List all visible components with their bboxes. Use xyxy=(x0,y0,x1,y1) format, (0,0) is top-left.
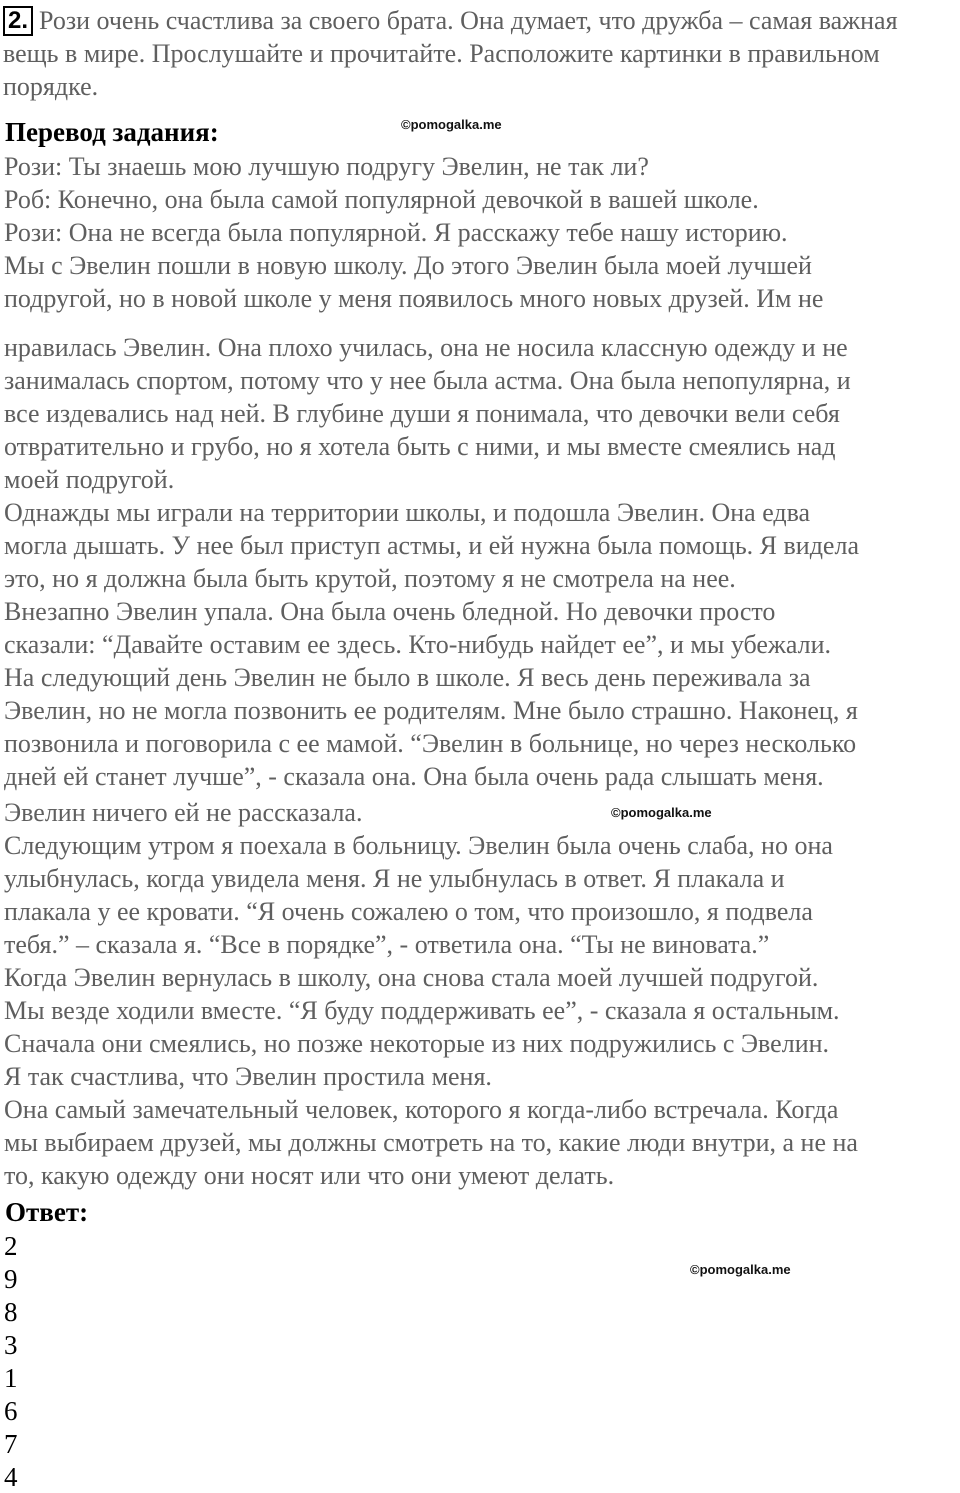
translation-line: тебя.” – сказала я. “Все в порядке”, - ответила она. “Ты не виновата.” xyxy=(4,930,770,959)
translation-line: сказали: “Давайте оставим ее здесь. Кто-нибудь найдет ее”, и мы убежали. xyxy=(4,630,832,659)
translation-line: Когда Эвелин вернулась в школу, она снова стала моей лучшей подругой. xyxy=(4,963,819,992)
translation-line: все издевались над ней. В глубине души я понимала, что девочки вели себя xyxy=(4,399,840,428)
answer-item: 9 xyxy=(4,1264,18,1294)
answer-item: 8 xyxy=(4,1297,18,1327)
answer-heading: Ответ: xyxy=(5,1197,89,1227)
translation-line: Внезапно Эвелин упала. Она была очень бледной. Но девочки просто xyxy=(4,597,776,626)
translation-line: Я так счастлива, что Эвелин простила меня. xyxy=(4,1062,492,1091)
translation-line: моей подругой. xyxy=(4,465,175,494)
answer-item: 6 xyxy=(4,1396,18,1426)
translation-line: Эвелин, но не могла позвонить ее родителям. Мне было страшно. Наконец, я xyxy=(4,696,858,725)
translation-line: отвратительно и грубо, но я хотела быть с ними, и мы вместе смеялись над xyxy=(4,432,836,461)
translation-line: подругой, но в новой школе у меня появилось много новых друзей. Им не xyxy=(4,284,824,313)
translation-line: Она самый замечательный человек, которого я когда-либо встречала. Когда xyxy=(4,1095,839,1124)
task-statement xyxy=(3,4,953,103)
translation-line: это, но я должна была быть крутой, поэтому я не смотрела на нее. xyxy=(4,564,736,593)
translation-line: занималась спортом, потому что у нее была астма. Она была непопулярна, и xyxy=(4,366,851,395)
translation-line: Рози: Она не всегда была популярной. Я расскажу тебе нашу историю. xyxy=(4,218,788,247)
translation-heading: Перевод задания: xyxy=(5,117,219,147)
translation-line: плакала у ее кровати. “Я очень сожалею о том, что произошло, я подвела xyxy=(4,897,813,926)
translation-line: нравилась Эвелин. Она плохо училась, она не носила классную одежду и не xyxy=(4,333,848,362)
watermark: ©pomogalka.me xyxy=(611,805,712,820)
answer-item: 3 xyxy=(4,1330,18,1360)
answer-item: 7 xyxy=(4,1429,18,1459)
answer-item: 4 xyxy=(4,1462,18,1492)
translation-line: На следующий день Эвелин не было в школе. Я весь день переживала за xyxy=(4,663,811,692)
translation-line: могла дышать. У нее был приступ астмы, и ей нужна была помощь. Я видела xyxy=(4,531,859,560)
translation-line: мы выбираем друзей, мы должны смотреть на то, какие люди внутри, а не на xyxy=(4,1128,858,1157)
translation-line: Эвелин ничего ей не рассказала. xyxy=(4,798,363,827)
translation-line: Мы везде ходили вместе. “Я буду поддерживать ее”, - сказала я остальным. xyxy=(4,996,840,1025)
translation-line: то, какую одежду они носят или что они умеют делать. xyxy=(4,1161,615,1190)
answer-item: 1 xyxy=(4,1363,18,1393)
translation-line: Мы с Эвелин пошли в новую школу. До этого Эвелин была моей лучшей xyxy=(4,251,812,280)
answer-item: 2 xyxy=(4,1231,18,1261)
translation-line: Рози: Ты знаешь мою лучшую подругу Эвелин, не так ли? xyxy=(4,152,649,181)
translation-line: Следующим утром я поехала в больницу. Эвелин была очень слаба, но она xyxy=(4,831,833,860)
watermark: ©pomogalka.me xyxy=(401,117,502,132)
translation-line: позвонила и поговорила с ее мамой. “Эвелин в больнице, но через несколько xyxy=(4,729,857,758)
task-number: 2. xyxy=(3,6,33,36)
translation-line: Однажды мы играли на территории школы, и подошла Эвелин. Она едва xyxy=(4,498,811,527)
translation-line: Роб: Конечно, она была самой популярной девочкой в вашей школе. xyxy=(4,185,759,214)
translation-line: Сначала они смеялись, но позже некоторые из них подружились с Эвелин. xyxy=(4,1029,830,1058)
watermark: ©pomogalka.me xyxy=(690,1262,791,1277)
translation-line: улыбнулась, когда увидела меня. Я не улыбнулась в ответ. Я плакала и xyxy=(4,864,785,893)
task-text: Рози очень счастлива за своего брата. Она думает, что дружба – самая важная вещь в мире. Прослушайте и прочитайте. Расположите картинки в правильном порядке. xyxy=(3,6,898,101)
translation-line: дней ей станет лучше”, - сказала она. Она была очень рада слышать меня. xyxy=(4,762,824,791)
